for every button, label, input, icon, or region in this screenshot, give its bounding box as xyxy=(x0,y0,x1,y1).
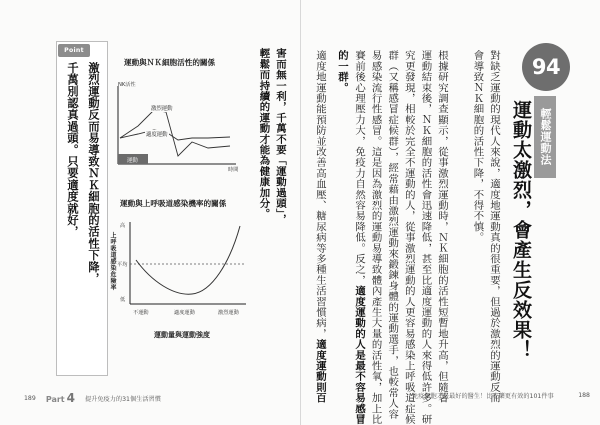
intro-line: 害而無一利，千萬不要「運動過頭」， xyxy=(274,48,286,225)
chart2-title: 運動與上呼吸道感染機率的關係 xyxy=(120,199,227,208)
highlight-text: 適度運動的人是最不容易感冒 xyxy=(353,285,366,425)
paragraph-3 xyxy=(334,50,350,340)
paragraph-1-line: 會導致ＮＫ細胞的活性下降，不得不慎。 xyxy=(471,50,484,243)
chart1-x-label: 時間 xyxy=(228,167,239,173)
chart2-x-cat: 激烈運動 xyxy=(218,310,239,316)
point-text xyxy=(60,62,104,367)
paragraph-4-line xyxy=(311,50,328,404)
chart2-y-label: 上呼吸道感染危險率 xyxy=(109,232,116,291)
chart1-series-label-intense: 激烈運動 xyxy=(151,106,173,112)
paragraph-4 xyxy=(310,50,328,404)
chart2-y-high: 高 xyxy=(120,223,126,229)
paragraph-2 xyxy=(350,50,450,425)
chart2-x-cat: 不運動 xyxy=(133,310,149,316)
paragraph-1-line: 對缺乏運動的現代人來說，適度地運動真的很重要，但過於激烈的運動反而 xyxy=(488,50,500,404)
folio-right xyxy=(412,391,590,400)
paragraph-2-line: 運動結束後，ＮＫ細胞的活性會迅速降低，甚至比適度運動的人來得低許多。研 xyxy=(419,50,432,425)
paragraph-1 xyxy=(452,50,502,404)
chart2-x-label: 運動量與運動強度 xyxy=(154,331,210,339)
page-title: 運動太激烈，會產生反效果！ xyxy=(510,100,532,360)
chart1-series-intense xyxy=(120,110,230,156)
folio-title-left: 提升免疫力的31個生活習慣 xyxy=(85,395,161,403)
paragraph-2-tail: 賽前後心理壓力大，免疫力自然容易降低。反之， xyxy=(353,50,366,286)
chart2-y-low: 低 xyxy=(120,297,126,303)
intro-paragraph xyxy=(244,48,288,338)
chapter-number-badge: 94 xyxy=(522,43,570,91)
paragraph-3-line: 的一群。 xyxy=(336,50,348,93)
highlight-text: 適度運動則百 xyxy=(314,338,326,404)
paragraph-2-line xyxy=(350,50,367,425)
chart1-title: 運動與ＮＫ細胞活性的關係 xyxy=(124,58,216,67)
topic-tag: 輕鬆運動法 xyxy=(534,96,556,178)
point-tab: Point xyxy=(58,44,90,57)
paragraph-2-line: 根據研究調查顯示，從事激烈運動時，ＮＫ細胞的活性短暫地升高，但隨著 xyxy=(436,50,448,404)
chart2-y-mid: 平均 xyxy=(117,262,128,268)
paragraph-2-line: 究更發現，相較於完全不運動的人，從事激烈運動的人更容易感染上呼吸道症候 xyxy=(402,50,415,425)
part-label: Part xyxy=(45,395,65,404)
part-number: 4 xyxy=(66,391,75,405)
page-number-left: 189 xyxy=(24,394,36,402)
chart1-y-label: NK活性 xyxy=(118,82,136,88)
paragraph-4-text: 適度地運動能預防並改善高血壓、糖尿病等多種生活習慣病， xyxy=(314,50,326,339)
chart1-series-moderate xyxy=(120,130,230,140)
folio-left xyxy=(24,391,264,405)
page-number-right: 188 xyxy=(578,392,590,399)
chart2-curve xyxy=(136,226,240,294)
chart1-bar-label: 運動 xyxy=(127,158,138,164)
chart1-series-label-moderate: 適度運動 xyxy=(146,132,168,138)
paragraph-2-line: 群（又稱感冒症候群），經常藉由激烈運動來鍛鍊身體的運動選手，也較常人容 xyxy=(386,50,399,420)
page-gutter xyxy=(300,0,301,425)
chart2-x-cat: 適度運動 xyxy=(174,310,195,316)
paragraph-2-line: 易感染流行性感冒。這是因為激烈的運動易導致體內產生大量的活性氧，加上比 xyxy=(369,50,382,425)
point-line: 千萬別認真過頭。只要適度就好， xyxy=(66,62,79,238)
folio-title-right: 免疫細胞才是最好的醫生！比吃藥更有效的101件事 xyxy=(412,393,554,400)
chart2-plot xyxy=(130,222,248,308)
intro-line: 輕鬆而持續的運動才能為健康加分。 xyxy=(257,48,270,220)
part-marker xyxy=(46,391,75,405)
point-line: 激烈運動反而易導致ＮＫ細胞的活性下降， xyxy=(87,62,100,285)
